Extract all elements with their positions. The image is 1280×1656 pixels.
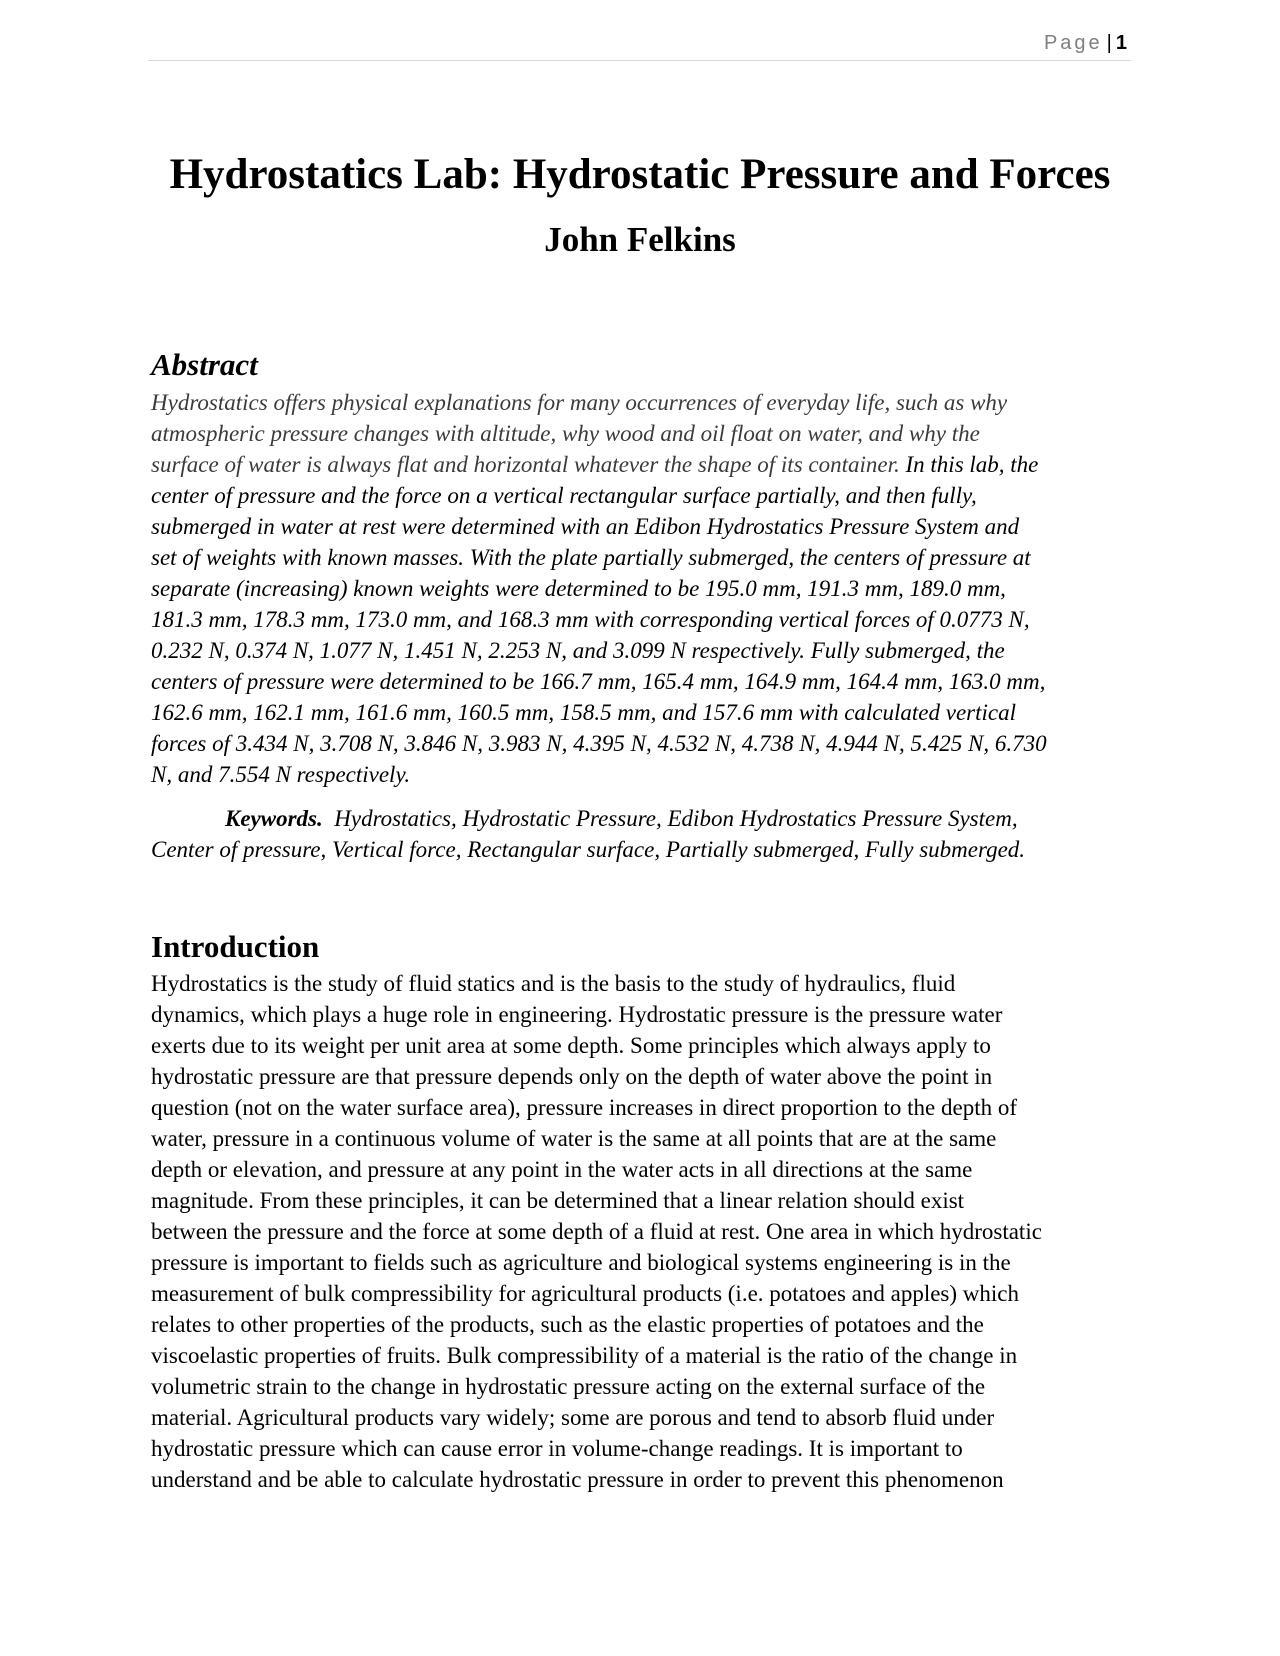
keywords-line	[151, 803, 1136, 834]
intro-line: Hydrostatics is the study of fluid statics and is the basis to the study of hydraulics, fluid	[151, 971, 956, 996]
intro-line: relates to other properties of the products, such as the elastic properties of potatoes and the	[151, 1312, 984, 1337]
intro-line: hydrostatic pressure are that pressure depends only on the depth of water above the point in	[151, 1064, 993, 1089]
page-number-label	[1044, 32, 1127, 55]
intro-line: measurement of bulk compressibility for agricultural products (i.e. potatoes and apples) which	[151, 1281, 1020, 1306]
page-number: 1	[1115, 32, 1127, 54]
page-word: Page	[1043, 32, 1103, 54]
document-title: Hydrostatics Lab: Hydrostatic Pressure and Forces	[169, 151, 1111, 198]
intro-line: material. Agricultural products vary widely; some are porous and tend to absorb fluid under	[151, 1405, 995, 1430]
intro-line: between the pressure and the force at some depth of a fluid at rest. One area in which hydrostatic	[151, 1219, 1042, 1244]
intro-line: pressure is important to fields such as agriculture and biological systems engineering is in the	[151, 1250, 1011, 1275]
intro-line: exerts due to its weight per unit area at some depth. Some principles which always apply to	[151, 1033, 991, 1058]
abstract-line: Hydrostatics offers physical explanations for many occurrences of everyday life, such as why	[151, 390, 1008, 415]
intro-line: depth or elevation, and pressure at any point in the water acts in all directions at the same	[151, 1157, 973, 1182]
keywords-line: Center of pressure, Vertical force, Rectangular surface, Partially submerged, Fully submerged.	[151, 837, 1026, 862]
keywords-label: Keywords.	[225, 806, 323, 831]
page-header	[148, 30, 1131, 61]
intro-line: viscoelastic properties of fruits. Bulk compressibility of a material is the ratio of the change in	[151, 1343, 1018, 1368]
abstract-body	[151, 387, 1136, 790]
abstract-line: center of pressure and the force on a vertical rectangular surface partially, and then fully,	[151, 483, 977, 508]
keywords-paragraph	[151, 803, 1136, 865]
intro-line: water, pressure in a continuous volume of water is the same at all points that are at the same	[151, 1126, 997, 1151]
abstract-line: 181.3 mm, 178.3 mm, 173.0 mm, and 168.3 mm with corresponding vertical forces of 0.0773 N,	[151, 607, 1030, 632]
intro-line: dynamics, which plays a huge role in engineering. Hydrostatic pressure is the pressure water	[151, 1002, 1003, 1027]
abstract-line-part: surface of water is always flat and horizontal whatever the shape of its container.	[151, 452, 900, 477]
abstract-line: N, and 7.554 N respectively.	[151, 762, 411, 787]
intro-line: magnitude. From these principles, it can be determined that a linear relation should exist	[151, 1188, 965, 1213]
abstract-line	[151, 449, 1136, 480]
document-author: John Felkins	[544, 220, 736, 259]
abstract-line: centers of pressure were determined to be 166.7 mm, 165.4 mm, 164.9 mm, 164.4 mm, 163.0 mm,	[151, 669, 1046, 694]
abstract-line-part: In this lab, the	[899, 452, 1039, 477]
introduction-heading: Introduction	[151, 929, 320, 964]
abstract-line: atmospheric pressure changes with altitude, why wood and oil float on water, and why the	[151, 421, 980, 446]
abstract-line: set of weights with known masses. With the plate partially submerged, the centers of pressure at	[151, 545, 1031, 570]
page-separator: |	[1106, 32, 1112, 54]
abstract-line: 162.6 mm, 162.1 mm, 161.6 mm, 160.5 mm, 158.5 mm, and 157.6 mm with calculated vertical	[151, 700, 1016, 725]
abstract-line: separate (increasing) known weights were determined to be 195.0 mm, 191.3 mm, 189.0 mm,	[151, 576, 1006, 601]
intro-line: understand and be able to calculate hydrostatic pressure in order to prevent this phenomenon	[151, 1467, 1004, 1492]
abstract-line: forces of 3.434 N, 3.708 N, 3.846 N, 3.983 N, 4.395 N, 4.532 N, 4.738 N, 4.944 N, 5.425 N, 6.730	[151, 731, 1047, 756]
abstract-heading: Abstract	[151, 347, 258, 382]
abstract-line: submerged in water at rest were determined with an Edibon Hydrostatics Pressure System and	[151, 514, 1020, 539]
keywords-text: Hydrostatics, Hydrostatic Pressure, Edibon Hydrostatics Pressure System,	[322, 806, 1018, 831]
intro-line: hydrostatic pressure which can cause error in volume-change readings. It is important to	[151, 1436, 963, 1461]
introduction-body	[151, 968, 1136, 1495]
abstract-line: 0.232 N, 0.374 N, 1.077 N, 1.451 N, 2.253 N, and 3.099 N respectively. Fully submerged, the	[151, 638, 1005, 663]
intro-line: volumetric strain to the change in hydrostatic pressure acting on the external surface of the	[151, 1374, 986, 1399]
intro-line: question (not on the water surface area), pressure increases in direct proportion to the depth of	[151, 1095, 1018, 1120]
